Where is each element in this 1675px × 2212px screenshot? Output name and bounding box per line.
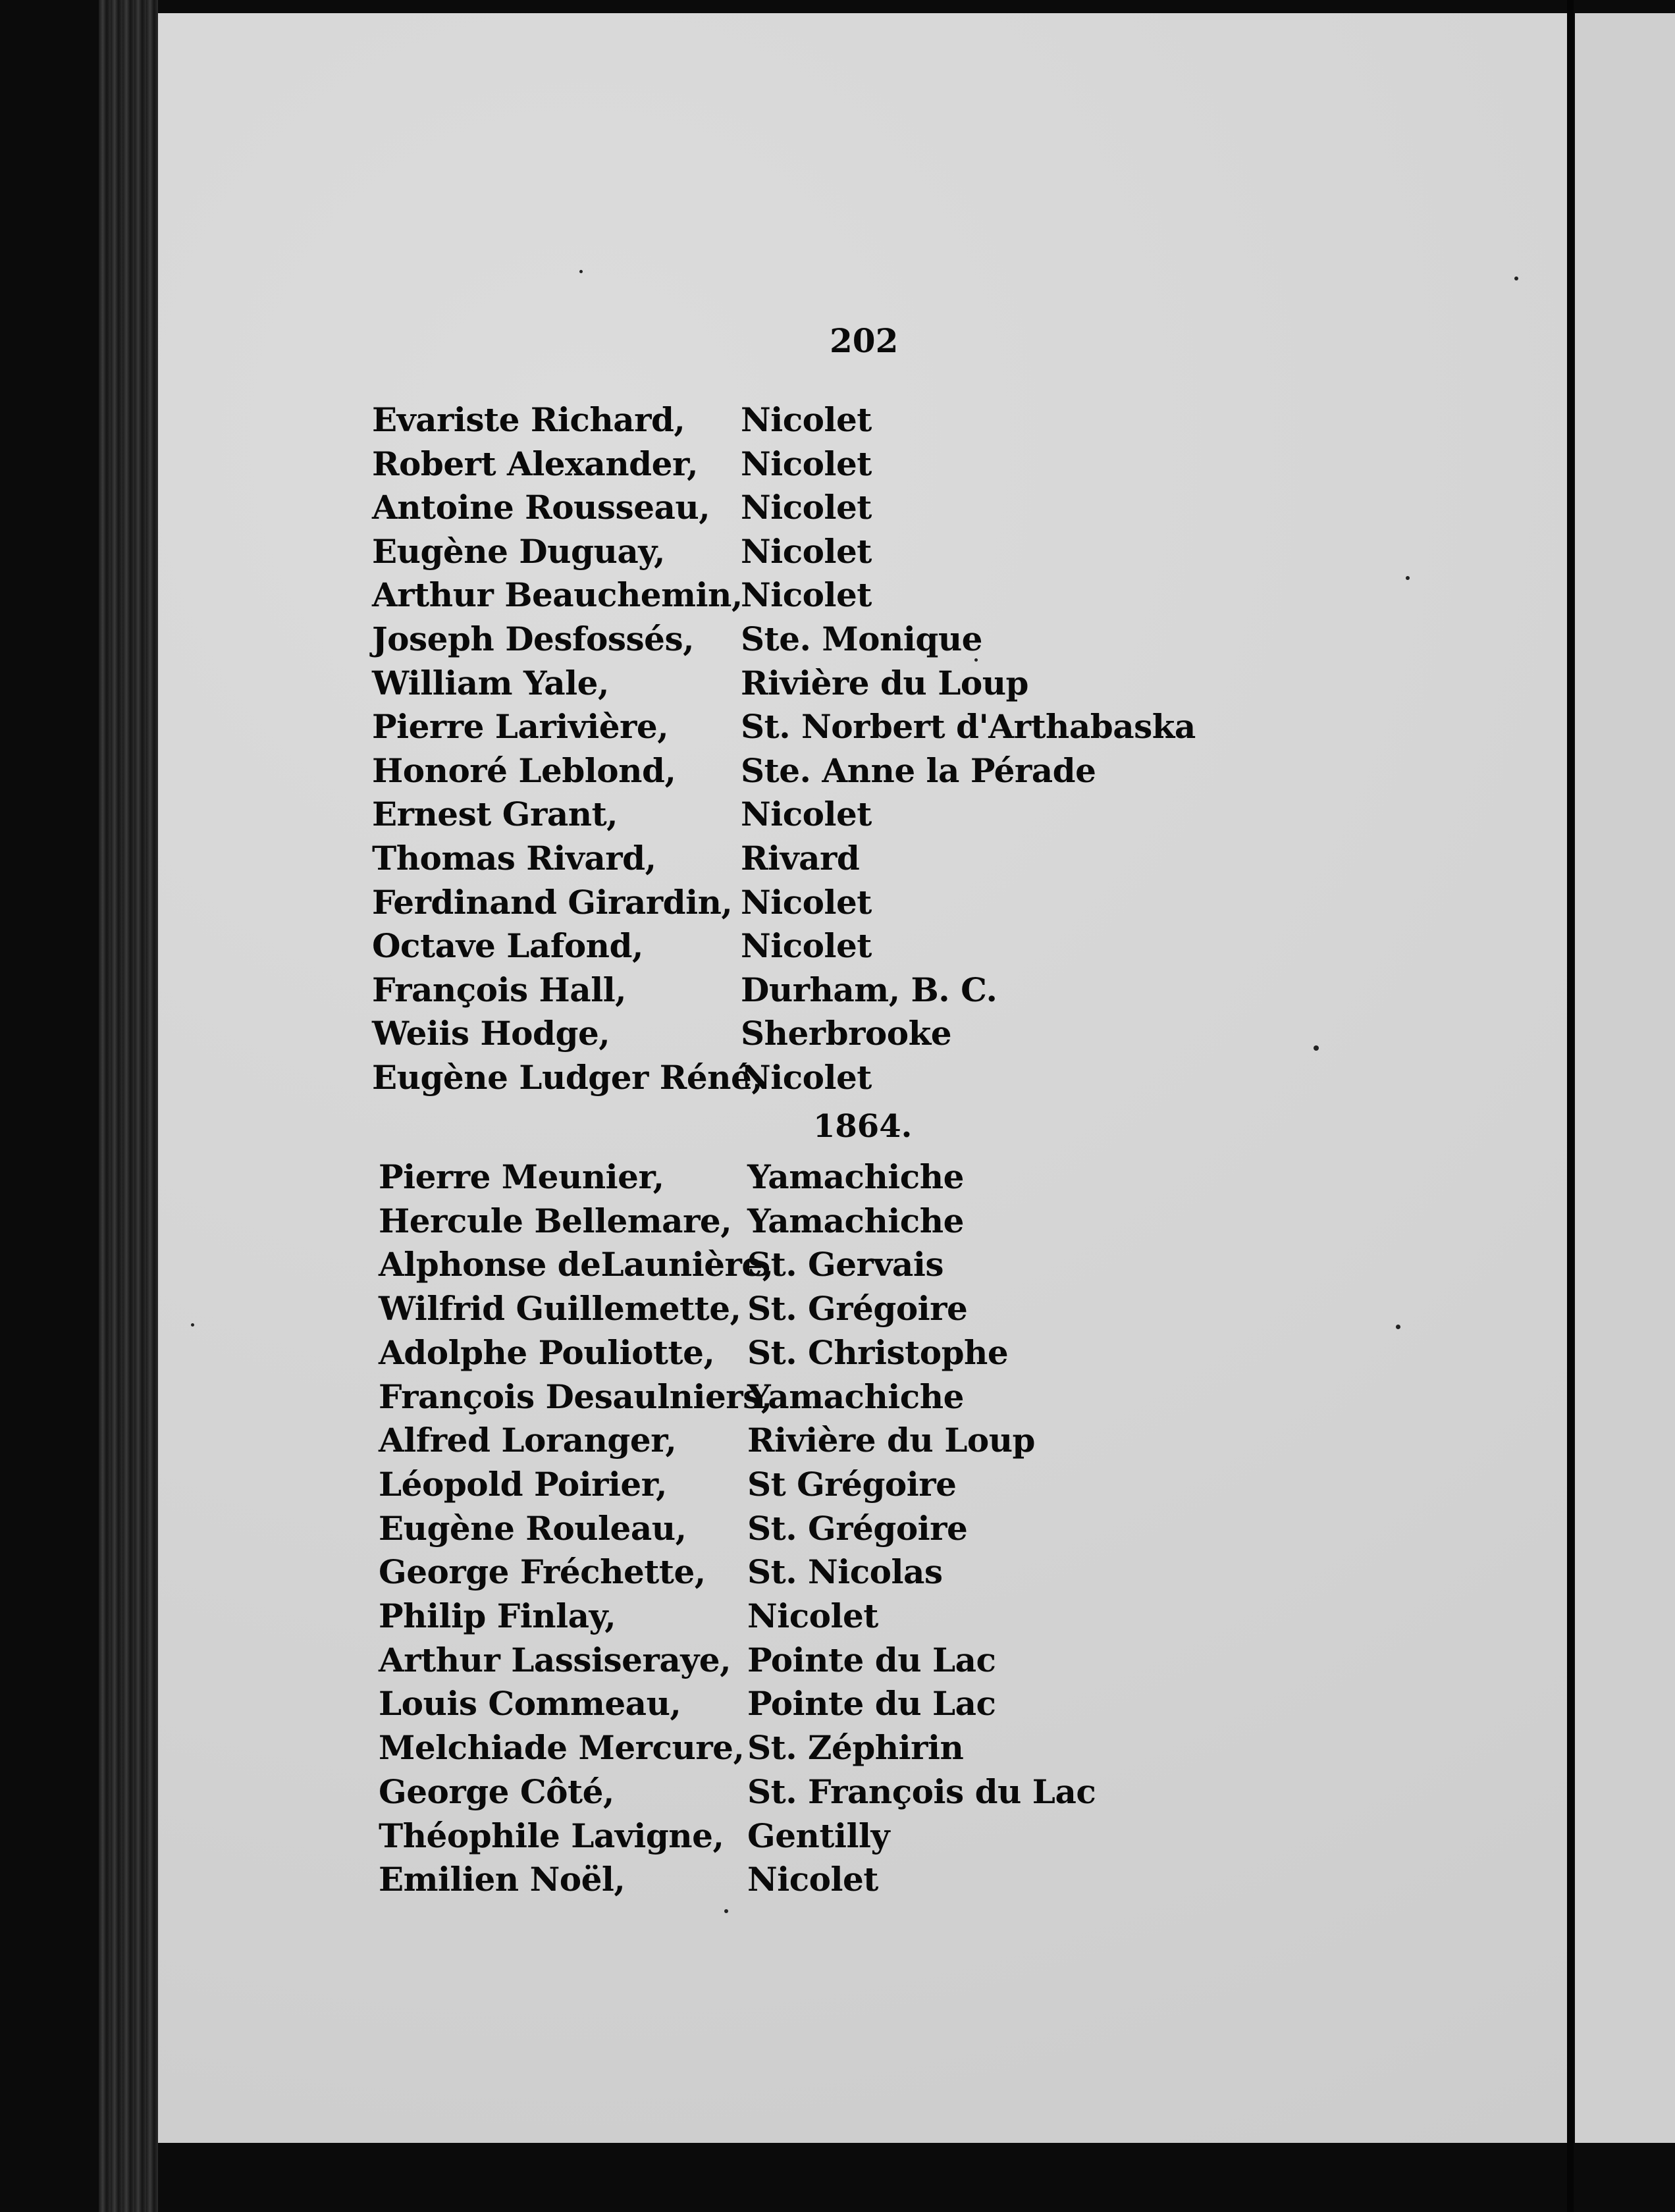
- person-name: Théophile Lavigne,: [379, 1816, 724, 1855]
- place-name: Nicolet: [741, 926, 872, 966]
- place-name: Nicolet: [741, 882, 872, 922]
- list-item: [379, 1465, 1300, 1508]
- person-name: Emilien Noël,: [379, 1860, 625, 1899]
- place-name: Nicolet: [747, 1860, 878, 1899]
- list-item: [372, 883, 1294, 926]
- list-item: [379, 1377, 1300, 1421]
- list-item: [372, 619, 1294, 663]
- list-item: [379, 1333, 1300, 1377]
- list-item: [372, 664, 1294, 707]
- person-name: Antoine Rousseau,: [372, 488, 710, 527]
- place-name: Nicolet: [741, 531, 872, 571]
- list-item: [372, 575, 1294, 619]
- person-name: Evariste Richard,: [372, 400, 685, 439]
- place-name: St. Gervais: [747, 1245, 944, 1284]
- place-name: Rivière du Loup: [747, 1421, 1036, 1460]
- book-spine: [99, 0, 158, 2212]
- list-item: [379, 1509, 1300, 1552]
- list-item: [379, 1289, 1300, 1332]
- person-name: Wilfrid Guillemette,: [379, 1289, 741, 1329]
- list-item: [379, 1684, 1300, 1727]
- scan-speck: [1396, 1325, 1400, 1329]
- person-name: Hercule Bellemare,: [379, 1201, 732, 1240]
- place-name: Nicolet: [741, 1058, 872, 1097]
- list-item: [372, 751, 1294, 795]
- person-name: Weiis Hodge,: [372, 1014, 610, 1053]
- list-item: [372, 444, 1294, 488]
- list-item: [372, 795, 1294, 838]
- place-name: St. Christophe: [747, 1332, 1009, 1372]
- place-name: Nicolet: [741, 795, 872, 834]
- place-name: Yamachiche: [747, 1157, 964, 1196]
- list-item: [379, 1728, 1300, 1772]
- list-item: [379, 1552, 1300, 1596]
- scan-speck: [724, 1909, 728, 1913]
- place-name: St Grégoire: [747, 1464, 957, 1504]
- list-item: [372, 926, 1294, 970]
- place-name: Sherbrooke: [741, 1014, 952, 1053]
- person-name: Alfred Loranger,: [379, 1421, 677, 1460]
- list-item: [379, 1245, 1300, 1288]
- list-item: [379, 1201, 1300, 1245]
- list-item: [379, 1157, 1300, 1201]
- place-name: Rivière du Loup: [741, 663, 1029, 702]
- list-item: [372, 1058, 1294, 1101]
- list-item: [372, 1014, 1294, 1057]
- person-name: Eugène Rouleau,: [379, 1508, 687, 1548]
- list-item: [372, 970, 1294, 1014]
- list-item: [379, 1816, 1300, 1860]
- person-name: Léopold Poirier,: [379, 1464, 667, 1504]
- person-name: Alphonse deLaunière,: [379, 1245, 774, 1284]
- list-item: [379, 1421, 1300, 1464]
- place-name: Ste. Monique: [741, 619, 982, 658]
- scan-speck: [1406, 576, 1410, 580]
- person-name: François Hall,: [372, 970, 627, 1009]
- person-name: George Côté,: [379, 1772, 614, 1811]
- list-item: [379, 1641, 1300, 1684]
- person-name: Pierre Meunier,: [379, 1157, 664, 1196]
- person-name: Arthur Beauchemin,: [372, 575, 743, 615]
- place-name: Rivard: [741, 839, 860, 878]
- place-name: Yamachiche: [747, 1377, 964, 1416]
- list-item: [379, 1772, 1300, 1816]
- list-item: [372, 839, 1294, 882]
- list-item: [372, 707, 1294, 750]
- place-name: Ste. Anne la Pérade: [741, 750, 1096, 790]
- person-name: Louis Commeau,: [379, 1684, 681, 1724]
- place-name: St. Grégoire: [747, 1289, 968, 1329]
- person-name: William Yale,: [372, 663, 609, 702]
- place-name: St. François du Lac: [747, 1772, 1096, 1811]
- person-name: François Desaulniers,: [379, 1377, 772, 1416]
- scan-speck: [1314, 1045, 1319, 1051]
- person-name: Robert Alexander,: [372, 444, 699, 483]
- person-name: Philip Finlay,: [379, 1596, 616, 1635]
- person-name: Eugène Ludger Réné,: [372, 1058, 763, 1097]
- place-name: Yamachiche: [747, 1201, 964, 1240]
- place-name: Nicolet: [741, 488, 872, 527]
- list-item: [372, 532, 1294, 575]
- person-name: Octave Lafond,: [372, 926, 643, 966]
- person-name: Melchiade Mercure,: [379, 1728, 745, 1768]
- place-name: Nicolet: [741, 400, 872, 439]
- place-name: St. Zéphirin: [747, 1728, 964, 1768]
- page-number: 202: [830, 321, 899, 360]
- list-item: [372, 488, 1294, 531]
- person-name: George Fréchette,: [379, 1552, 706, 1592]
- person-name: Joseph Desfossés,: [372, 619, 695, 658]
- year-heading: 1864.: [813, 1108, 913, 1145]
- person-name: Ferdinand Girardin,: [372, 882, 733, 922]
- place-name: Gentilly: [747, 1816, 890, 1855]
- list-item: [379, 1860, 1300, 1903]
- place-name: St. Norbert d'Arthabaska: [741, 707, 1196, 747]
- place-name: Durham, B. C.: [741, 970, 997, 1009]
- person-name: Arthur Lassiseraye,: [379, 1640, 731, 1679]
- place-name: St. Grégoire: [747, 1508, 968, 1548]
- person-name: Thomas Rivard,: [372, 839, 656, 878]
- list-item: [372, 400, 1294, 444]
- scan-speck: [579, 270, 583, 273]
- place-name: Nicolet: [741, 575, 872, 615]
- scan-speck: [1514, 276, 1518, 280]
- adjacent-page: [1575, 13, 1675, 2143]
- person-name: Honoré Leblond,: [372, 750, 676, 790]
- scan-speck: [974, 658, 978, 662]
- person-name: Pierre Larivière,: [372, 707, 669, 747]
- place-name: Pointe du Lac: [747, 1684, 996, 1724]
- place-name: Nicolet: [741, 444, 872, 483]
- person-name: Eugène Duguay,: [372, 531, 665, 571]
- place-name: Nicolet: [747, 1596, 878, 1635]
- scan-speck: [191, 1323, 194, 1327]
- place-name: Pointe du Lac: [747, 1640, 996, 1679]
- person-name: Ernest Grant,: [372, 795, 618, 834]
- page-gutter: [1567, 0, 1574, 2212]
- list-item: [379, 1596, 1300, 1640]
- place-name: St. Nicolas: [747, 1552, 943, 1592]
- person-name: Adolphe Pouliotte,: [379, 1332, 715, 1372]
